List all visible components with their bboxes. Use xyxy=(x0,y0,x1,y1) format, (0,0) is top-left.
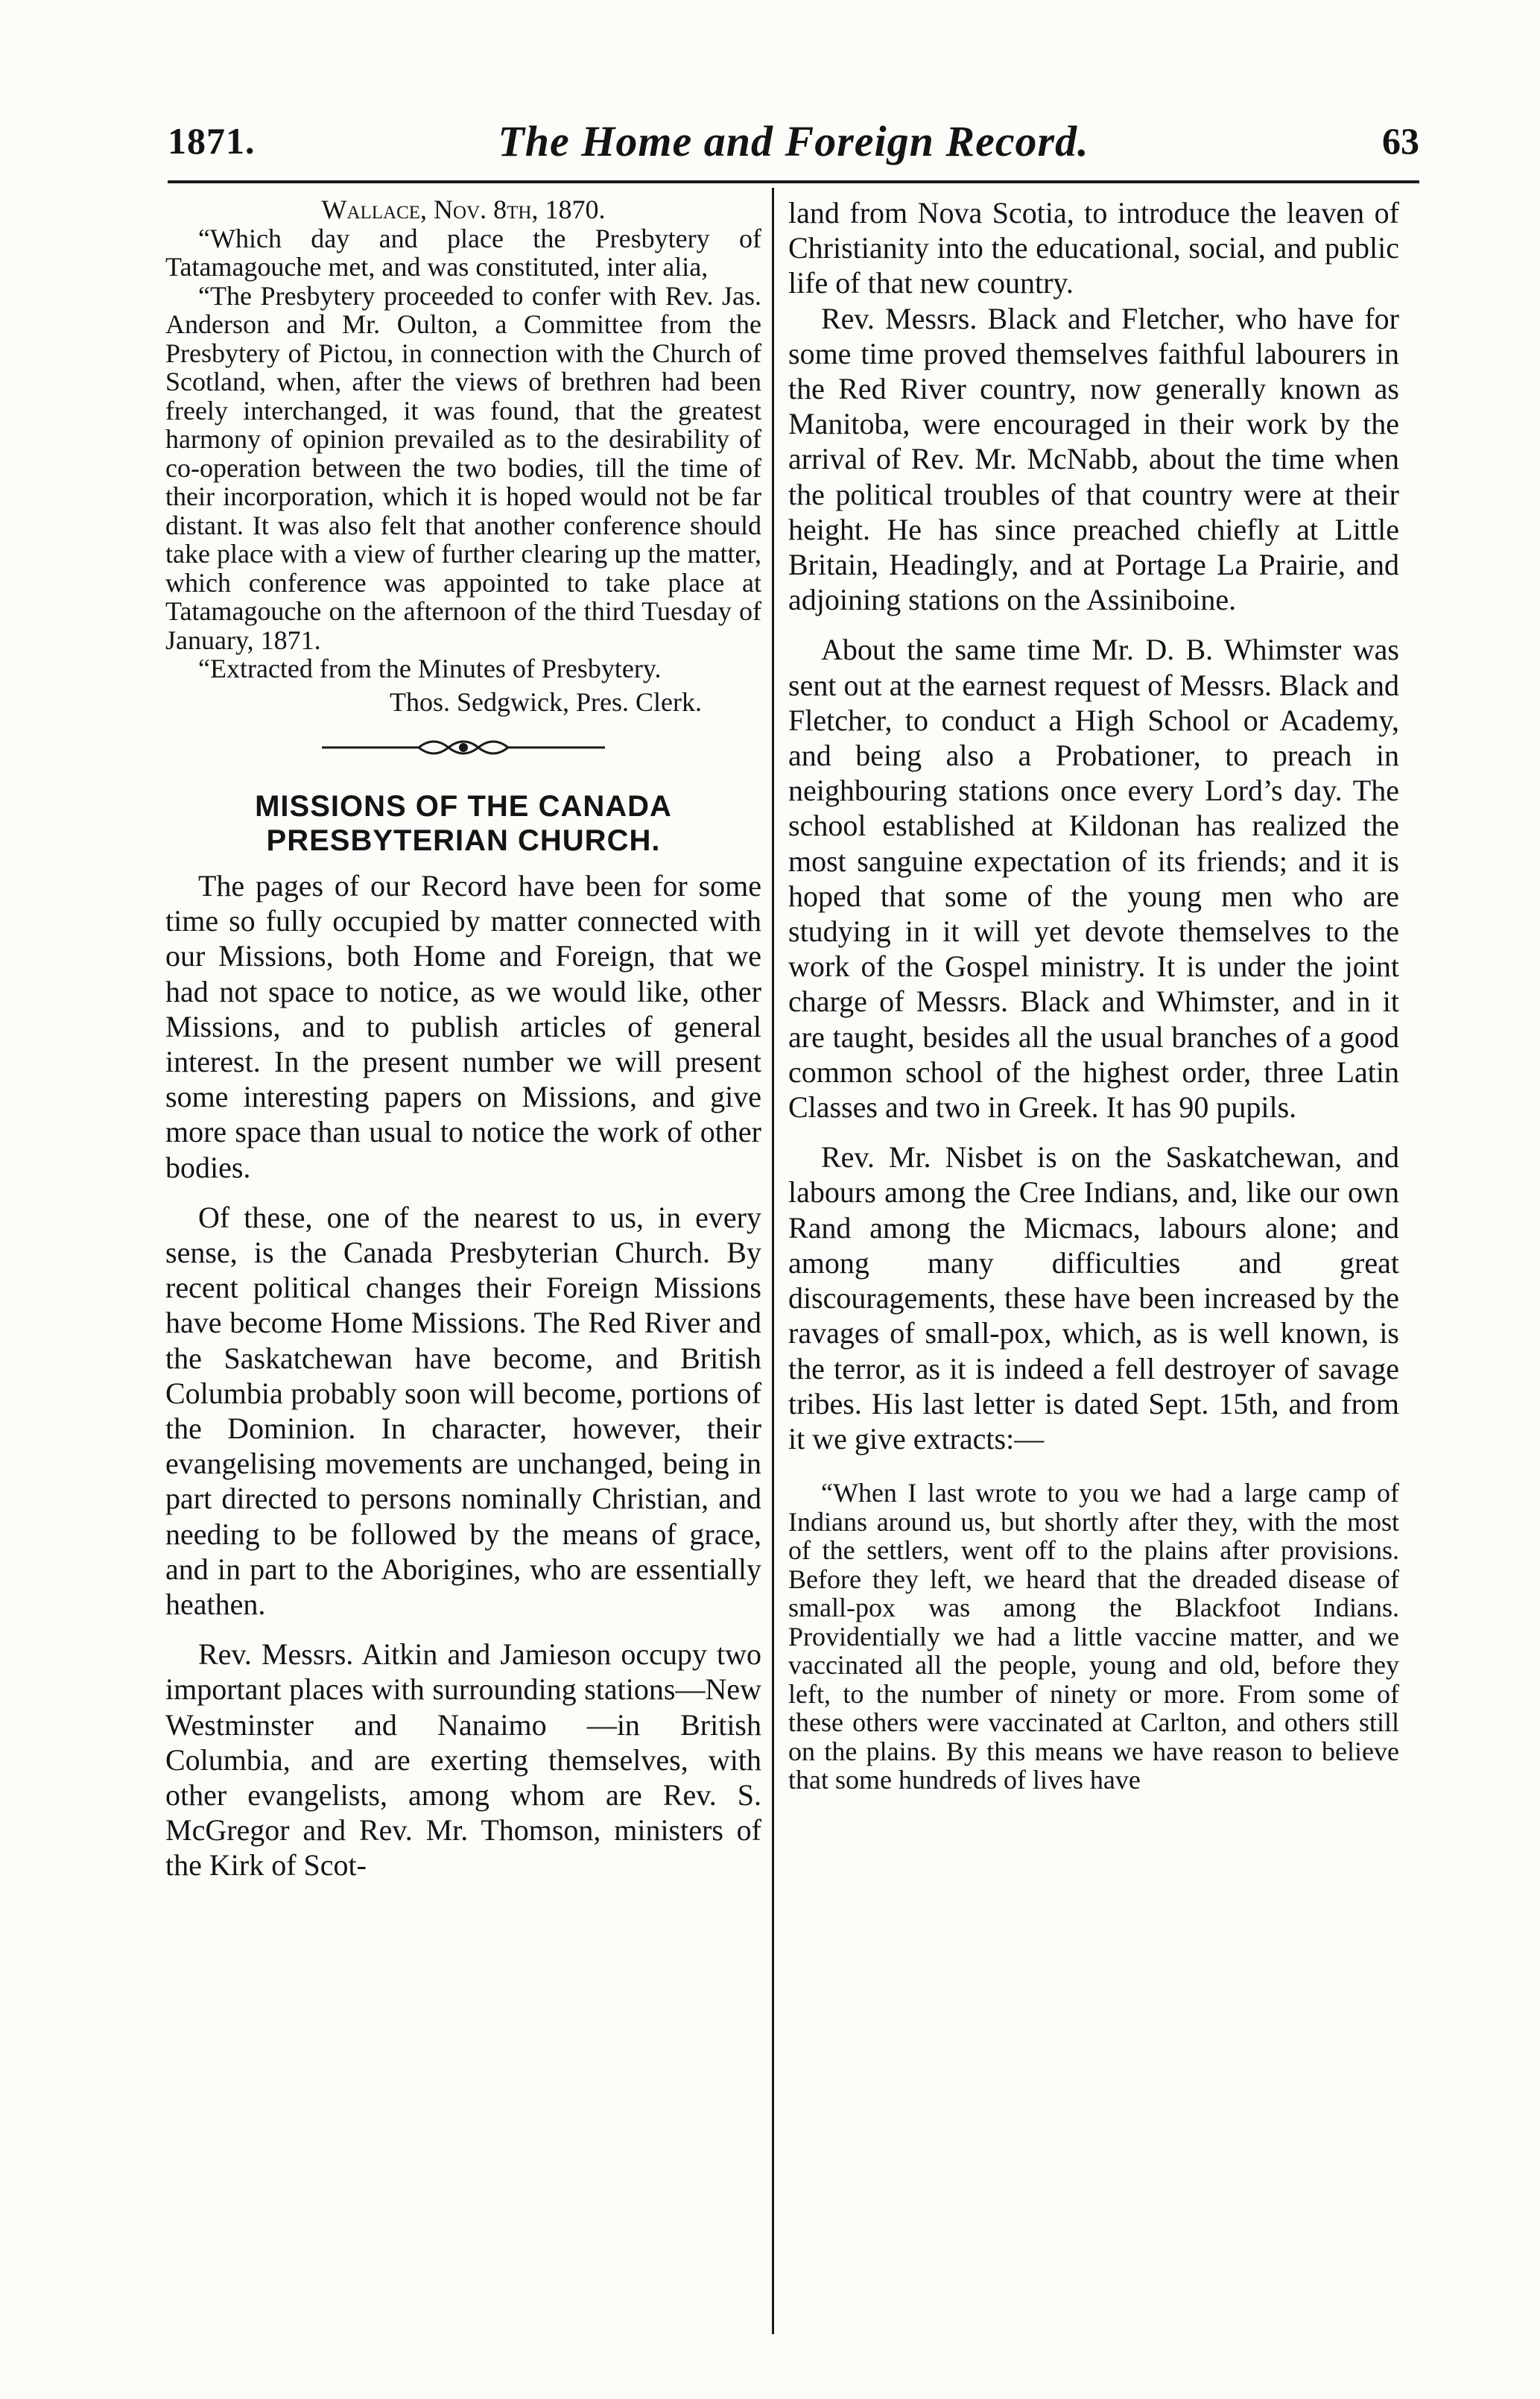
minutes-paragraph-3: “Extracted from the Minutes of Presbytery. xyxy=(198,654,662,683)
body-paragraph-2: Of these, one of the nearest to us, in every sense, is the Canada Presbyterian Church. By recent political changes their Foreign Missions have become Home Missions. The Red River and the Saskatchewan have become, and British Columbia probably soon will become, portions of the Dominion. In character, however, their evangelising movements are unchanged, being in part directed to persons nominally Christian, and needing to be followed by the means of grace, and in part to the Aborigines, who are essentially heathen. xyxy=(165,1200,761,1622)
body-paragraph-5: Rev. Messrs. Black and Fletcher, who have for some time proved themselves faithful labourers in the Red River country, now generally known as Manitoba, were encouraged in their work by the arrival of Rev. Mr. McNabb, about the time when the political troubles of that country were at their height. He has since preached chiefly at Little Britain, Headingly, and at Portage La Prairie, and adjoining stations on the Assiniboine. xyxy=(788,301,1399,617)
column-divider xyxy=(772,188,774,2334)
body-paragraph-1: The pages of our Record have been for some time so fully occupied by matter connected with our Missions, both Home and Foreign, that we had not space to notice, as we would like, other Missions, and to publish articles of general interest. In the present number we will present some interesting papers on Missions, and give more space than usual to notice the work of other bodies. xyxy=(165,869,761,1184)
header-rule xyxy=(168,180,1419,183)
minutes-paragraph-1: “Which day and place the Presbytery of Tatamagouche met, and was constituted, inter alia, xyxy=(165,223,761,282)
decorative-divider-icon xyxy=(165,733,761,762)
signature: Thos. Sedgwick, Pres. Clerk. xyxy=(390,686,702,717)
body-paragraph-3: Rev. Messrs. Aitkin and Jamieson occupy two important places with surrounding stations—New Westminster and Nanaimo —in British Columbia, and are exerting themselves, with other evangelists, among whom are Rev. S. McGregor and Rev. Mr. Thomson, ministers of the Kirk of Scot- xyxy=(165,1637,761,1883)
page-number: 63 xyxy=(1382,120,1419,162)
dateline: Wallace, Nov. 8th, 1870. xyxy=(321,195,606,224)
letter-extract: “When I last wrote to you we had a large camp of Indians around us, but shortly after they, with the most of the settlers, went off to the plains after provisions. Before they left, we heard that the dreaded disease of small-pox was among the Blackfoot Indians. Providentially we had a little vaccine matter, and we vaccinated all the people, young and old, before they left, to the number of ninety or more. From some of these others were vaccinated at Carlton, and others still on the plains. By this means we have reason to believe that some hundreds of lives have xyxy=(788,1478,1399,1795)
body-paragraph-4: land from Nova Scotia, to introduce the leaven of Christianity into the educational, social, and public life of that new country. xyxy=(788,196,1399,300)
header-year: 1871. xyxy=(168,120,256,162)
header-title: The Home and Foreign Record. xyxy=(498,117,1089,165)
left-column xyxy=(165,195,761,1883)
minutes-paragraph-2: “The Presbytery proceeded to confer with Rev. Jas. Anderson and Mr. Oulton, a Committee from the Presbytery of Pictou, in connection with the Church of Scotland, when, after the views of brethren had been freely interchanged, it was found, that the greatest harmony of opinion prevailed as to the desirability of co-operation between the two bodies, till the time of their incorporation, which it is hoped would not be far distant. It was also felt that another conference should take place with a view of further clearing up the matter, which conference was appointed to take place at Tatamagouche on the afternoon of the third Tuesday of January, 1871. xyxy=(165,280,761,655)
running-header xyxy=(168,119,1419,171)
section-heading: MISSIONS OF THE CANADA PRESBYTERIAN CHURCH. xyxy=(255,790,672,857)
right-column xyxy=(788,195,1399,1795)
body-paragraph-6: About the same time Mr. D. B. Whimster was sent out at the earnest request of Messrs. Black and Fletcher, to conduct a High School or Academy, and being also a Probationer, to preach in neighbouring stations once every Lord’s day. The school established at Kildonan has realized the most sanguine expectation of its friends; and it is hoped that some of the young men who are studying in it will yet devote themselves to the work of the Gospel ministry. It is under the joint charge of Messrs. Black and Whimster, and in it are taught, besides all the usual branches of a good common school of the highest order, three Latin Classes and two in Greek. It has 90 pupils. xyxy=(788,633,1399,1125)
body-paragraph-7: Rev. Mr. Nisbet is on the Saskatchewan, and labours among the Cree Indians, and, like our own Rand among the Micmacs, labours alone; and among many difficulties and great discouragements, these have been increased by the ravages of small-pox, which, as is well known, is the terror, as it is indeed a fell destroyer of savage tribes. His last letter is dated Sept. 15th, and from it we give extracts:— xyxy=(788,1140,1399,1455)
